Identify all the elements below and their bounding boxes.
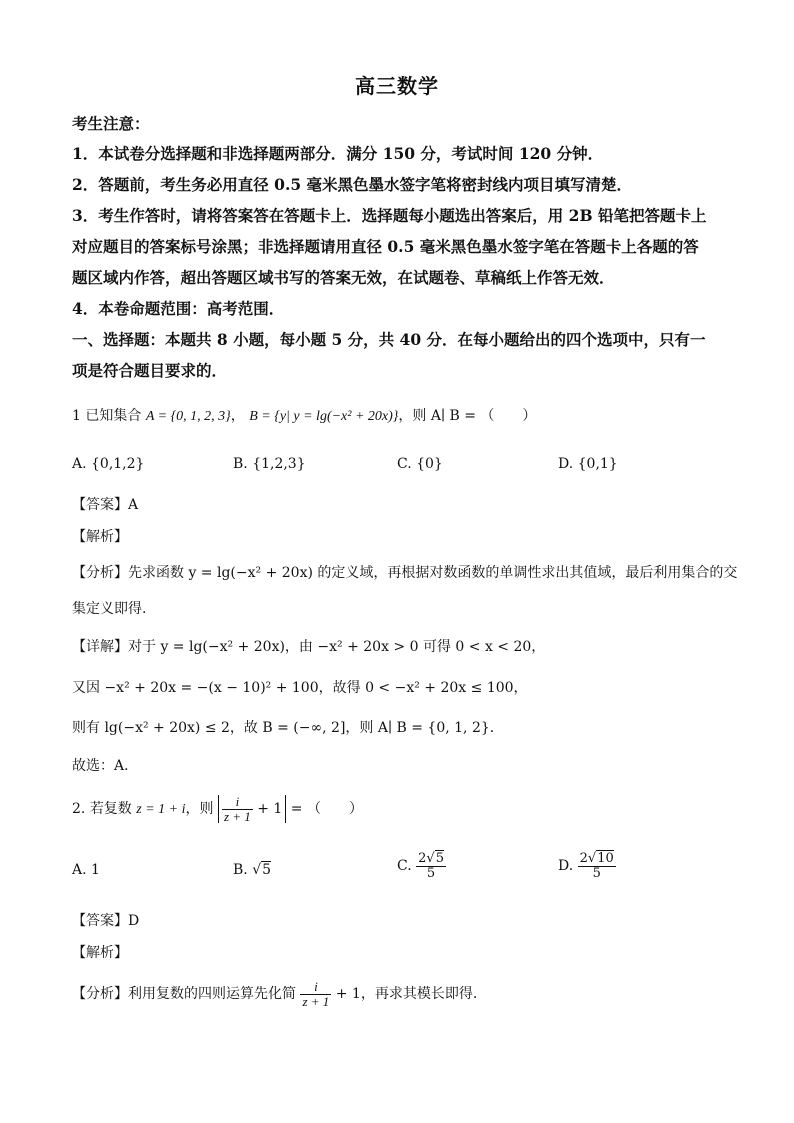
fraction xyxy=(578,852,616,880)
fraction-denominator: 5 xyxy=(426,865,436,881)
question-text: 已知集合 xyxy=(85,408,142,424)
notice-item-3-cont-1: 对应题目的答案标号涂黑；非选择题请用直径 0.5 毫米黑色墨水签字笔在答题卡上各题的答 xyxy=(72,237,699,256)
section-heading-2: 项是符合题目要求的． xyxy=(72,361,228,380)
fraction-numerator xyxy=(416,852,446,867)
q2-option-b xyxy=(233,862,271,878)
question-ask: = （ ） xyxy=(290,801,363,818)
q1-option-c: C. {0} xyxy=(397,456,443,472)
plus-one: + 1 xyxy=(257,801,283,818)
notice-item-2: 2．答题前，考生务必用直径 0.5 毫米黑色墨水签字笔将密封线内项目填写清楚． xyxy=(72,175,633,194)
q2-answer: 【答案】D xyxy=(72,913,140,929)
notice-item-1: 1．本试卷分选择题和非选择题两部分．满分 150 分，考试时间 120 分钟． xyxy=(72,144,604,163)
q2-option-d xyxy=(558,852,616,880)
radicand: 5 xyxy=(262,862,272,878)
question-ask: ，则 A∣ B = （ ） xyxy=(398,408,537,424)
page-title: 高三数学 xyxy=(355,74,439,98)
separator: ， xyxy=(230,408,245,424)
question-1 xyxy=(72,405,536,425)
fraction xyxy=(416,852,446,880)
q1-answer: 【答案】A xyxy=(72,497,139,513)
q1-choose: 故选：A． xyxy=(72,758,139,774)
fraction-denominator: 5 xyxy=(592,865,601,881)
sqrt-icon: √ xyxy=(587,851,597,866)
fraction-numerator xyxy=(578,852,616,867)
q2-fenxi-line xyxy=(72,980,477,1008)
radicand: 5 xyxy=(435,851,444,866)
coefficient: 2 xyxy=(579,851,588,866)
fenxi-text-pre: 【分析】利用复数的四则运算先化简 xyxy=(72,986,296,1003)
q1-option-a: A. {0,1,2} xyxy=(72,456,145,472)
complex-z: z = 1 + i xyxy=(136,802,186,818)
q1-detail-line-1: 【详解】对于 y = lg(−x² + 20x)，由 −x² + 20x > 0 可得 0 < x < 20， xyxy=(72,639,546,655)
q2-option-c xyxy=(397,852,446,880)
set-a: A = {0, 1, 2, 3} xyxy=(145,409,231,424)
notice-heading: 考生注意： xyxy=(72,114,150,133)
q2-option-a: A. 1 xyxy=(72,862,100,878)
q1-analysis-label: 【解析】 xyxy=(72,529,128,545)
fraction xyxy=(300,980,331,1008)
question-then: ，则 xyxy=(185,801,214,818)
q1-detail-line-3: 则有 lg(−x² + 20x) ≤ 2，故 B = (−∞, 2]，则 A∣ B = {0, 1, 2}． xyxy=(72,720,504,736)
option-label: D. xyxy=(558,858,574,875)
section-heading-1: 一、选择题：本题共 8 小题，每小题 5 分，共 40 分．在每小题给出的四个选项中，只有一 xyxy=(72,330,706,349)
fraction-denominator: z + 1 xyxy=(302,993,330,1009)
notice-item-3-cont-2: 题区域内作答，超出答题区域书写的答案无效，在试题卷、草稿纸上作答无效． xyxy=(72,268,615,287)
fenxi-text-post: + 1，再求其模长即得. xyxy=(335,986,478,1003)
q1-option-d: D. {0,1} xyxy=(558,456,618,472)
option-label: B. xyxy=(233,862,248,878)
modulus-expression xyxy=(218,795,286,823)
fraction-numerator: i xyxy=(300,980,331,995)
sqrt-icon: √ xyxy=(252,862,262,878)
question-2 xyxy=(72,795,363,823)
question-number: 2. xyxy=(72,801,86,818)
question-text: 若复数 xyxy=(89,801,132,818)
fraction xyxy=(222,795,253,823)
notice-item-3: 3．考生作答时，请将答案答在答题卡上．选择题每小题选出答案后，用 2B 铅笔把答题卡上 xyxy=(72,206,707,225)
radicand: 10 xyxy=(597,851,614,866)
q2-analysis-label: 【解析】 xyxy=(72,945,128,961)
notice-item-4: 4．本卷命题范围：高考范围． xyxy=(72,299,285,318)
q1-detail-line-2: 又因 −x² + 20x = −(x − 10)² + 100，故得 0 < −x² + 20x ≤ 100， xyxy=(72,680,528,696)
option-label: C. xyxy=(397,858,412,875)
sqrt-icon: √ xyxy=(426,851,435,866)
q1-option-b: B. {1,2,3} xyxy=(233,456,306,472)
coefficient: 2 xyxy=(418,851,427,866)
question-number: 1 xyxy=(72,408,81,424)
q1-fenxi-line-2: 集定义即得. xyxy=(72,601,147,617)
set-b: B = {y| y = lg(−x² + 20x)} xyxy=(249,409,399,424)
q1-fenxi-line-1: 【分析】先求函数 y = lg(−x² + 20x) 的定义域，再根据对数函数的单调性求出其值域，最后利用集合的交 xyxy=(72,565,738,581)
fraction-numerator: i xyxy=(222,795,253,810)
fraction-denominator: z + 1 xyxy=(223,808,251,824)
